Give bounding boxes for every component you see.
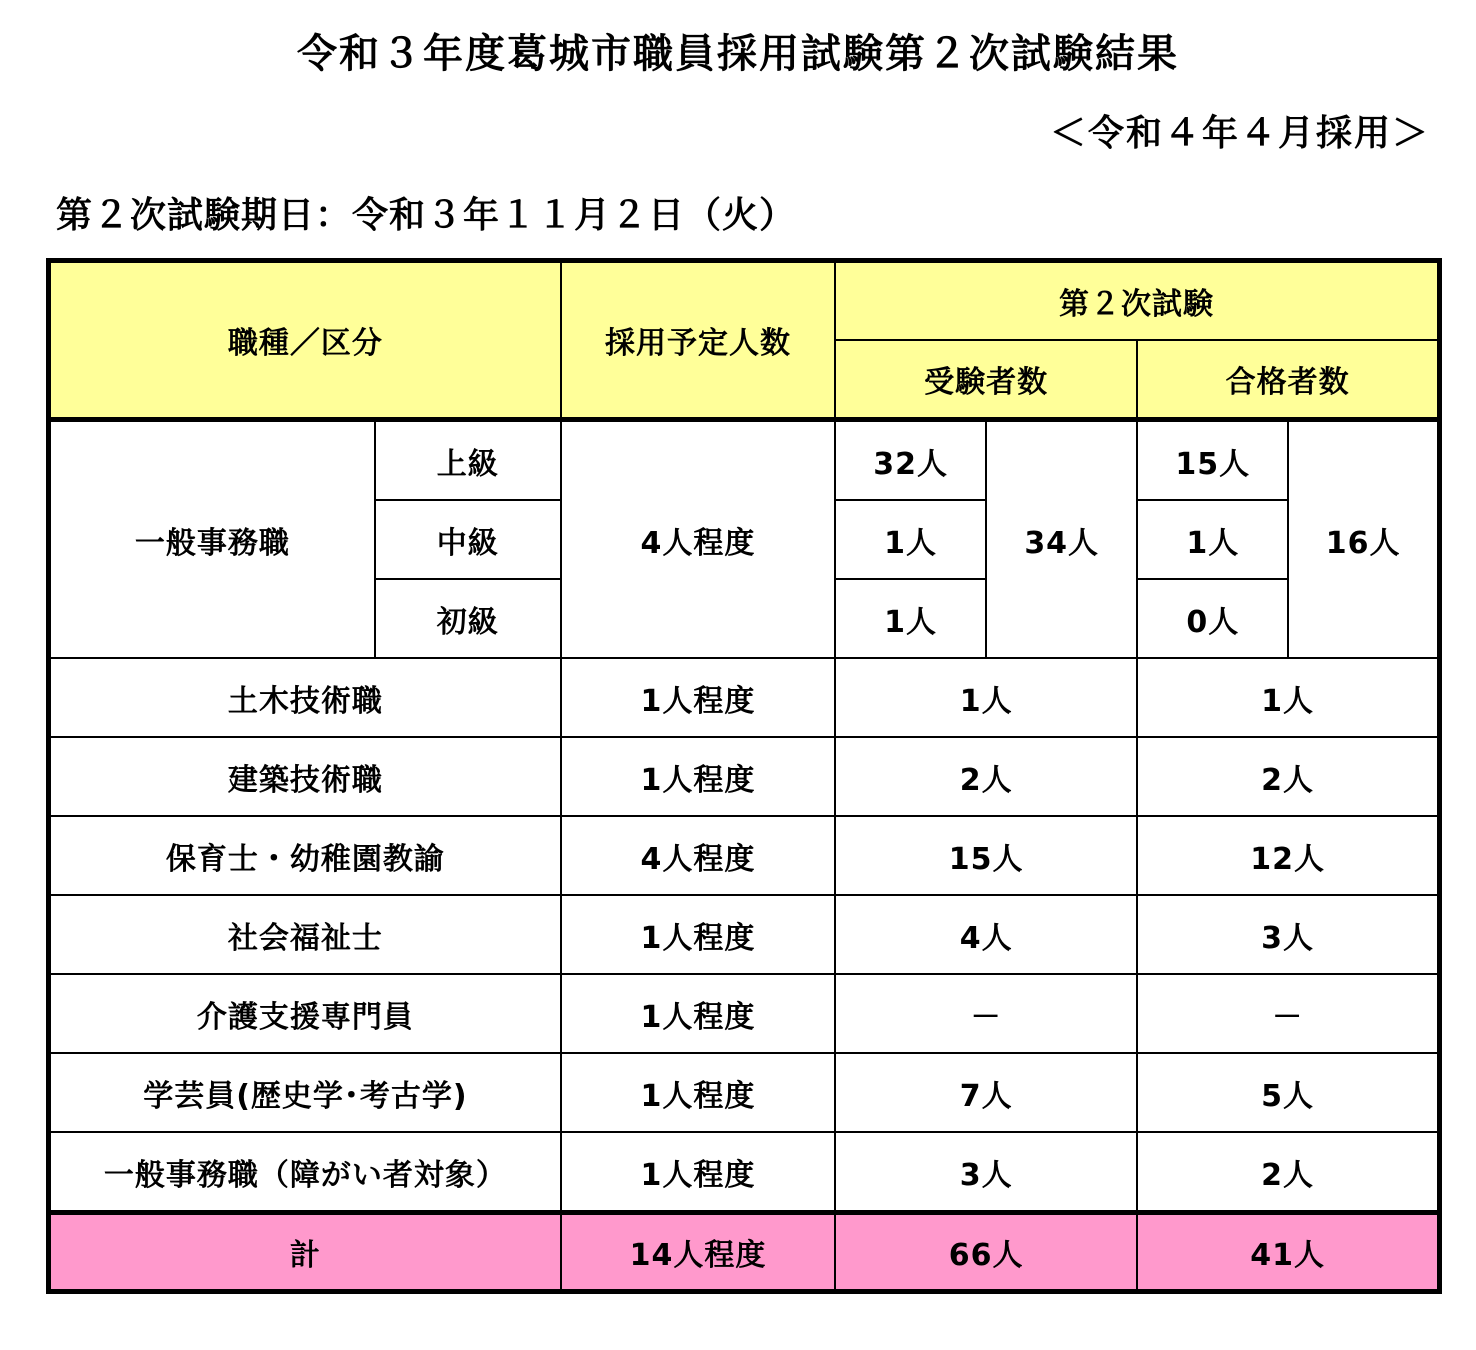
table-row [49,658,1440,737]
level-passed: 1人 [1137,500,1288,579]
general-office-planned: 4人程度 [561,420,835,659]
table-row [49,1053,1440,1132]
job-planned: 1人程度 [561,737,835,816]
job-examinees: 15人 [835,816,1137,895]
level-examinees: 32人 [835,420,986,501]
total-row [49,1213,1440,1292]
level-label: 上級 [375,420,561,501]
level-passed: 15人 [1137,420,1288,501]
job-planned: 1人程度 [561,1053,835,1132]
job-name: 一般事務職（障がい者対象） [49,1132,561,1213]
job-examinees: 3人 [835,1132,1137,1213]
job-planned: 1人程度 [561,895,835,974]
header-examinees: 受験者数 [835,340,1137,420]
table-row [49,895,1440,974]
header-passed: 合格者数 [1137,340,1439,420]
job-name: 社会福祉士 [49,895,561,974]
job-name: 学芸員(歴史学･考古学) [49,1053,561,1132]
job-examinees: 2人 [835,737,1137,816]
job-examinees: 7人 [835,1053,1137,1132]
header-category: 職種／区分 [49,261,561,420]
total-examinees: 66人 [835,1213,1137,1292]
job-planned: 1人程度 [561,1132,835,1213]
document-title: 令和３年度葛城市職員採用試験第２次試験結果 [297,31,1179,77]
table-row [49,1132,1440,1213]
table-row [49,737,1440,816]
general-office-examinees-total: 34人 [986,420,1137,659]
job-planned: 4人程度 [561,816,835,895]
job-passed: 12人 [1137,816,1439,895]
job-name: 保育士・幼稚園教諭 [49,816,561,895]
table-row [49,974,1440,1053]
job-passed: 5人 [1137,1053,1439,1132]
level-label: 初級 [375,579,561,658]
level-passed: 0人 [1137,579,1288,658]
job-planned: 1人程度 [561,974,835,1053]
header-second-exam: 第２次試験 [835,261,1439,341]
total-planned: 14人程度 [561,1213,835,1292]
level-examinees: 1人 [835,579,986,658]
level-label: 中級 [375,500,561,579]
exam-date: 第２次試験期日：令和３年１１月２日（火） [56,195,797,236]
job-planned: 1人程度 [561,658,835,737]
job-passed: 1人 [1137,658,1439,737]
job-passed: － [1137,974,1439,1053]
general-office-name: 一般事務職 [49,420,375,659]
job-passed: 3人 [1137,895,1439,974]
job-passed: 2人 [1137,1132,1439,1213]
total-label: 計 [49,1213,561,1292]
table-row [49,816,1440,895]
job-passed: 2人 [1137,737,1439,816]
level-examinees: 1人 [835,500,986,579]
header-planned: 採用予定人数 [561,261,835,420]
table-row [49,420,1440,501]
job-examinees: 1人 [835,658,1137,737]
general-office-passed-total: 16人 [1288,420,1439,659]
total-passed: 41人 [1137,1213,1439,1292]
job-examinees: 4人 [835,895,1137,974]
document-subtitle: ＜令和４年４月採用＞ [1049,113,1430,154]
job-name: 土木技術職 [49,658,561,737]
job-name: 建築技術職 [49,737,561,816]
job-name: 介護支援専門員 [49,974,561,1053]
job-examinees: － [835,974,1137,1053]
results-table [46,258,1442,1294]
